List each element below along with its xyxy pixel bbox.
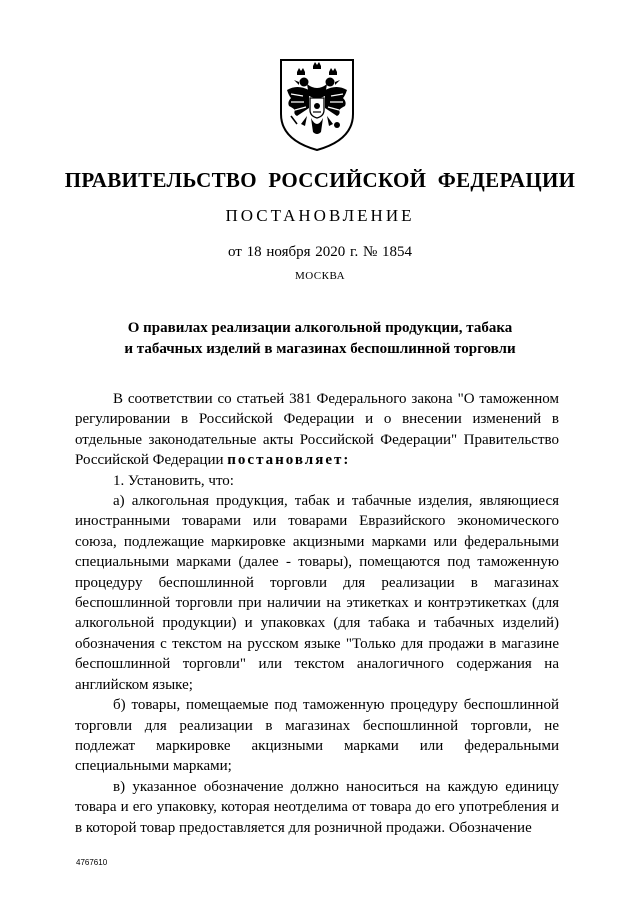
document-type: ПОСТАНОВЛЕНИЕ [225,206,415,225]
document-id: 4767610 [76,858,108,867]
clause-1c: в) указанное обозначение должно наноситься на каждую единицу товара и его упаковку, которая неотделима от товара до его употребления и в которой товар предоставляется для розничной продажи. Обозначение [75,778,559,836]
clause-1b: б) товары, помещаемые под таможенную процедуру беспошлинной торговли для реализации в магазинах беспошлинной торговли, не подлежат маркировке акцизными марками или федеральными специальными марками; [75,697,559,775]
decree-word: постановляет: [227,452,351,469]
intro-paragraph [75,389,559,471]
clause-1: 1. Установить, что: [113,472,234,489]
document-body [75,389,559,838]
heading-line-1: О правилах реализации алкогольной продукции, табака [127,320,513,336]
intro-text: В соответствии со статьей 381 Федерального закона "О таможенном регулировании в Российской Федерации и о внесении изменений в отдельные законодательные акты Российской Федерации" Правительство Российской Федерации [75,391,559,469]
clause-1a: а) алкогольная продукция, табак и табачные изделия, являющиеся иностранными товарами или товарами Евразийского экономического союза, подлежащие маркировке акцизными марками или федеральными специальными марками (далее - товары), помещаются под таможенную процедуру беспошлинной торговли для реализации в магазинах беспошлинной торговли при наличии на этикетках и контрэтикетках (для алкогольной продукции) и упаковках (для табака и табачных изделий) обозначения с текстом на русском языке "Только для продажи в магазине беспошлинной торговли" или текстом аналогичного содержания на английском языке; [75,493,559,693]
heading-line-2: и табачных изделий в магазинах беспошлинной торговли [124,341,516,357]
document-heading [60,318,580,360]
government-title: ПРАВИТЕЛЬСТВО РОССИЙСКОЙ ФЕДЕРАЦИИ [64,168,576,192]
document-date-number: от 18 ноября 2020 г. № 1854 [227,244,413,260]
coat-of-arms-icon [277,56,357,152]
document-city: МОСКВА [294,270,346,282]
